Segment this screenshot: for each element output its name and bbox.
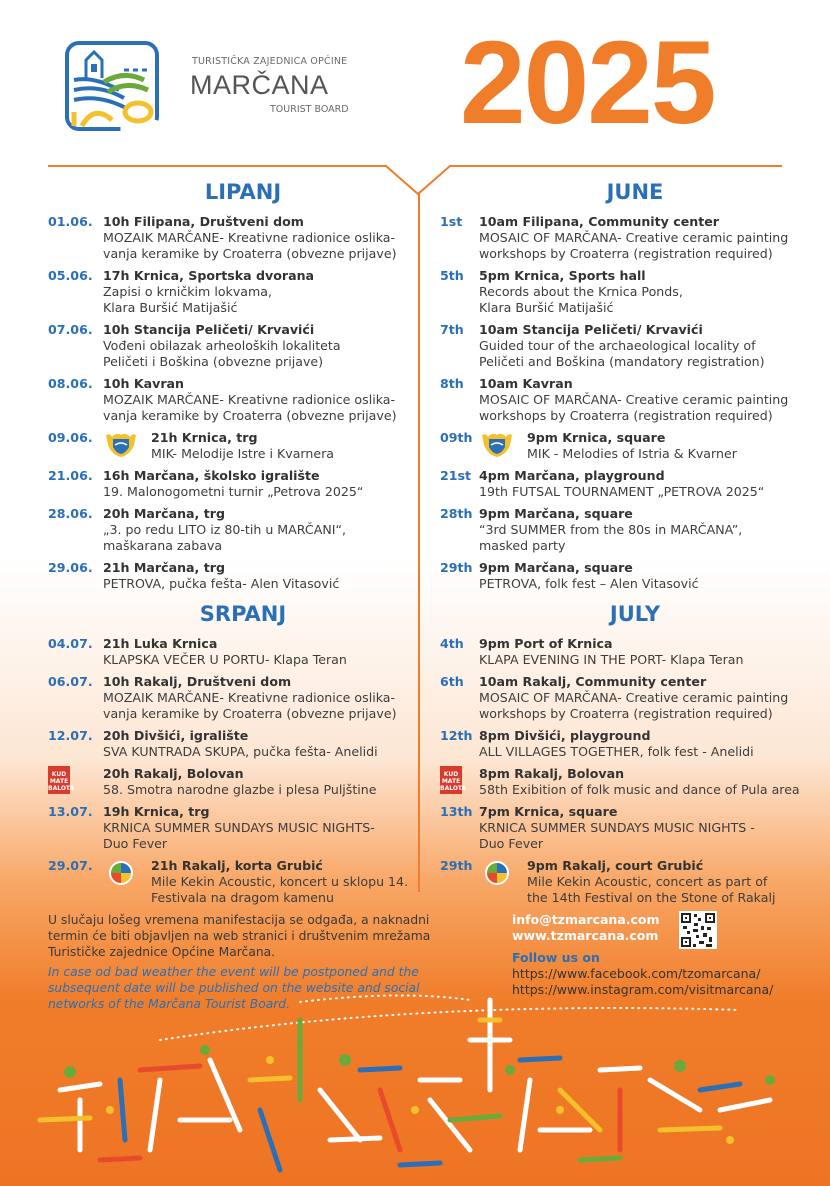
event-description: KLAPSKA VEČER U PORTU- Klapa Teran bbox=[103, 652, 347, 667]
kud-label-line: BALOTA bbox=[48, 784, 75, 792]
event-date: 29.07. bbox=[48, 858, 93, 873]
event-title: 9pm Marčana, square bbox=[479, 506, 633, 521]
event-date bbox=[440, 766, 479, 798]
event-title: 21h Rakalj, korta Grubić bbox=[151, 858, 323, 873]
event-title: 10h Rakalj, Društveni dom bbox=[103, 674, 292, 689]
event-description: Zapisi o krničkim lokvama, Klara Buršić Matijašić bbox=[103, 284, 272, 315]
event-date: 5th bbox=[440, 268, 464, 283]
event-description: “3rd SUMMER from the 80s in MARČANA”, masked party bbox=[479, 522, 743, 553]
event-date: 7th bbox=[440, 322, 464, 337]
event-description: 19th FUTSAL TOURNAMENT „PETROVA 2025“ bbox=[479, 484, 765, 499]
kud-label-line: KUD bbox=[443, 770, 459, 778]
event-item bbox=[440, 376, 830, 424]
kud-label-line: MATE bbox=[49, 777, 69, 785]
event-title: 9pm Krnica, square bbox=[527, 430, 666, 445]
event-description: PETROVA, pučka fešta- Alen Vitasović bbox=[103, 576, 340, 591]
event-date: 4th bbox=[440, 636, 464, 651]
event-description: 19. Malonogometni turnir „Petrova 2025“ bbox=[103, 484, 364, 499]
event-date: 13.07. bbox=[48, 804, 93, 819]
event-title: 10am Rakalj, Community center bbox=[479, 674, 707, 689]
event-title: 16h Marčana, školsko igralište bbox=[103, 468, 320, 483]
decorative-village-illustration bbox=[0, 980, 830, 1186]
event-description: 58th Exibition of folk music and dance of Pula area bbox=[479, 782, 800, 797]
event-description: Guided tour of the archaeological locality of Peličeti and Boškina (mandatory registration) bbox=[479, 338, 765, 369]
website-link[interactable]: www.tzmarcana.com bbox=[512, 928, 659, 943]
event-title: 21h Marčana, trg bbox=[103, 560, 225, 575]
month-heading-july-hr: SRPANJ bbox=[199, 602, 287, 626]
event-date: 12.07. bbox=[48, 728, 93, 743]
follow-label: Follow us on bbox=[512, 950, 600, 965]
org-name: MARČANA bbox=[190, 70, 329, 100]
event-title: 9pm Rakalj, court Grubić bbox=[527, 858, 704, 873]
event-description: „3. po redu LITO iz 80-tih u MARČANI“, maškarana zabava bbox=[103, 522, 346, 553]
event-item bbox=[440, 766, 830, 798]
event-date: 21st bbox=[440, 468, 472, 483]
event-item bbox=[48, 506, 438, 554]
event-item bbox=[440, 804, 830, 852]
event-title: 17h Krnica, Sportska dvorana bbox=[103, 268, 315, 283]
event-description: MOSAIC OF MARČANA- Creative ceramic painting workshops by Croaterra (registration required) bbox=[479, 392, 789, 423]
event-item bbox=[440, 268, 830, 316]
event-item bbox=[48, 674, 438, 722]
org-suffix: TOURIST BOARD bbox=[270, 104, 349, 115]
shield-icon bbox=[103, 430, 139, 460]
kud-label-line: MATE bbox=[441, 777, 461, 785]
event-title: 8pm Divšići, playground bbox=[479, 728, 651, 743]
event-item bbox=[48, 728, 438, 760]
event-description: MOSAIC OF MARČANA- Creative ceramic painting workshops by Croaterra (registration required) bbox=[479, 230, 789, 261]
event-date: 07.06. bbox=[48, 322, 93, 337]
event-title: 9pm Port of Krnica bbox=[479, 636, 613, 651]
qr-code-icon[interactable] bbox=[679, 911, 717, 949]
event-title: 8pm Rakalj, Bolovan bbox=[479, 766, 625, 781]
event-description: Mile Kekin Acoustic, concert as part of the 14th Festival on the Stone of Rakalj bbox=[527, 874, 776, 905]
event-description: 58. Smotra narodne glazbe i plesa Puljštine bbox=[103, 782, 377, 797]
event-date: 09th bbox=[440, 430, 473, 445]
event-title: 21h Krnica, trg bbox=[151, 430, 258, 445]
event-title: 20h Rakalj, Bolovan bbox=[103, 766, 244, 781]
english-column bbox=[440, 180, 830, 912]
event-date: 06.07. bbox=[48, 674, 93, 689]
event-description: MOZAIK MARČANE- Kreativne radionice oslika- vanja keramike by Croaterra (obvezne prijave) bbox=[103, 690, 397, 721]
event-date: 05.06. bbox=[48, 268, 93, 283]
event-title: 10am Kavran bbox=[479, 376, 573, 391]
kud-label-line: BALOTA bbox=[440, 784, 467, 792]
kud-mate-balota-icon bbox=[48, 766, 75, 794]
event-title: 20h Marčana, trg bbox=[103, 506, 225, 521]
event-item bbox=[440, 674, 830, 722]
event-date: 1st bbox=[440, 214, 463, 229]
event-item bbox=[48, 468, 438, 500]
event-item bbox=[48, 322, 438, 370]
event-description: SVA KUNTRADA SKUPA, pučka fešta- Anelidi bbox=[103, 744, 378, 759]
org-prefix: TURISTIČKA ZAJEDNICA OPĆINE bbox=[192, 56, 348, 67]
event-item bbox=[48, 430, 438, 462]
event-description: Mile Kekin Acoustic, koncert u sklopu 14. Festivala na dragom kamenu bbox=[151, 874, 409, 905]
event-description: MIK - Melodies of Istria & Kvarner bbox=[527, 446, 737, 461]
event-title: 21h Luka Krnica bbox=[103, 636, 218, 651]
event-date: 8th bbox=[440, 376, 464, 391]
event-description: MIK- Melodije Istre i Kvarnera bbox=[151, 446, 335, 461]
instagram-link[interactable]: https://www.instagram.com/visitmarcana/ bbox=[512, 982, 774, 997]
event-date bbox=[48, 766, 103, 798]
festival-icon bbox=[103, 858, 139, 888]
event-title: 10h Filipana, Društveni dom bbox=[103, 214, 304, 229]
event-date: 6th bbox=[440, 674, 464, 689]
event-date: 04.07. bbox=[48, 636, 93, 651]
event-description: KLAPA EVENING IN THE PORT- Klapa Teran bbox=[479, 652, 744, 667]
event-item bbox=[48, 214, 438, 262]
event-item bbox=[440, 430, 830, 462]
event-title: 19h Krnica, trg bbox=[103, 804, 210, 819]
event-title: 20h Divšići, igralište bbox=[103, 728, 249, 743]
event-title: 10h Kavran bbox=[103, 376, 185, 391]
contact-block bbox=[512, 912, 660, 944]
event-description: Vođeni obilazak arheoloških lokaliteta Peličeti i Boškina (obvezne prijave) bbox=[103, 338, 341, 369]
event-title: 10h Stancija Peličeti/ Krvavići bbox=[103, 322, 315, 337]
weather-notice-en: In case od bad weather the event will be postponed and the subsequent date will be published on the website and social networks of the Marčana Tourist Board. bbox=[48, 965, 420, 1011]
event-date: 21.06. bbox=[48, 468, 93, 483]
event-item bbox=[440, 468, 830, 500]
event-description: Records about the Krnica Ponds, Klara Buršić Matijašić bbox=[479, 284, 683, 315]
event-description: ALL VILLAGES TOGETHER, folk fest - Anelidi bbox=[479, 744, 754, 759]
croatian-column bbox=[48, 180, 438, 912]
facebook-link[interactable]: https://www.facebook.com/tzomarcana/ bbox=[512, 966, 761, 981]
event-item bbox=[48, 858, 438, 906]
event-title: 10am Stancija Peličeti/ Krvavići bbox=[479, 322, 703, 337]
event-date: 28.06. bbox=[48, 506, 93, 521]
month-heading-june-hr: LIPANJ bbox=[204, 180, 282, 204]
event-item bbox=[440, 506, 830, 554]
event-date: 08.06. bbox=[48, 376, 93, 391]
event-title: 10am Filipana, Community center bbox=[479, 214, 719, 229]
event-description: PETROVA, folk fest – Alen Vitasović bbox=[479, 576, 699, 591]
event-item bbox=[48, 636, 438, 668]
event-date: 29th bbox=[440, 560, 473, 575]
year-title: 2025 bbox=[460, 17, 715, 149]
event-date: 09.06. bbox=[48, 430, 93, 445]
month-heading-june-en: JUNE bbox=[606, 180, 664, 204]
event-date: 13th bbox=[440, 804, 473, 819]
event-description: MOSAIC OF MARČANA- Creative ceramic painting workshops by Croaterra (registration required) bbox=[479, 690, 789, 721]
event-date: 29.06. bbox=[48, 560, 93, 575]
event-item bbox=[440, 728, 830, 760]
kud-mate-balota-icon bbox=[440, 766, 467, 794]
marcana-logo bbox=[64, 40, 160, 132]
event-item bbox=[48, 268, 438, 316]
event-item bbox=[440, 858, 830, 906]
event-description: KRNICA SUMMER SUNDAYS MUSIC NIGHTS- Duo Fever bbox=[103, 820, 375, 851]
event-title: 7pm Krnica, square bbox=[479, 804, 618, 819]
event-description: MOZAIK MARČANE- Kreativne radionice oslika- vanja keramike by Croaterra (obvezne prijave) bbox=[103, 230, 397, 261]
event-title: 9pm Marčana, square bbox=[479, 560, 633, 575]
event-date: 12th bbox=[440, 728, 473, 743]
event-item bbox=[440, 560, 830, 592]
event-item bbox=[48, 804, 438, 852]
event-item bbox=[48, 766, 438, 798]
email-link[interactable]: info@tzmarcana.com bbox=[512, 912, 660, 927]
event-item bbox=[440, 214, 830, 262]
event-date: 01.06. bbox=[48, 214, 93, 229]
kud-label-line: KUD bbox=[51, 770, 67, 778]
event-item bbox=[48, 560, 438, 592]
event-date: 28th bbox=[440, 506, 473, 521]
event-item bbox=[440, 322, 830, 370]
event-date: 29th bbox=[440, 858, 473, 873]
event-description: KRNICA SUMMER SUNDAYS MUSIC NIGHTS - Duo Fever bbox=[479, 820, 755, 851]
event-title: 5pm Krnica, Sports hall bbox=[479, 268, 646, 283]
weather-notice-hr: U slučaju lošeg vremena manifestacija se odgađa, a naknadni termin će biti objavljen na web stranici i društvenim mrežama Turističke zajednice Općine Marčana. bbox=[48, 913, 431, 959]
festival-icon bbox=[479, 858, 515, 888]
event-title: 4pm Marčana, playground bbox=[479, 468, 665, 483]
month-heading-july-en: JULY bbox=[609, 602, 661, 626]
event-item bbox=[440, 636, 830, 668]
event-description: MOZAIK MARČANE- Kreativne radionice oslika- vanja keramike by Croaterra (obvezne prijave) bbox=[103, 392, 397, 423]
event-item bbox=[48, 376, 438, 424]
shield-icon bbox=[479, 430, 515, 460]
